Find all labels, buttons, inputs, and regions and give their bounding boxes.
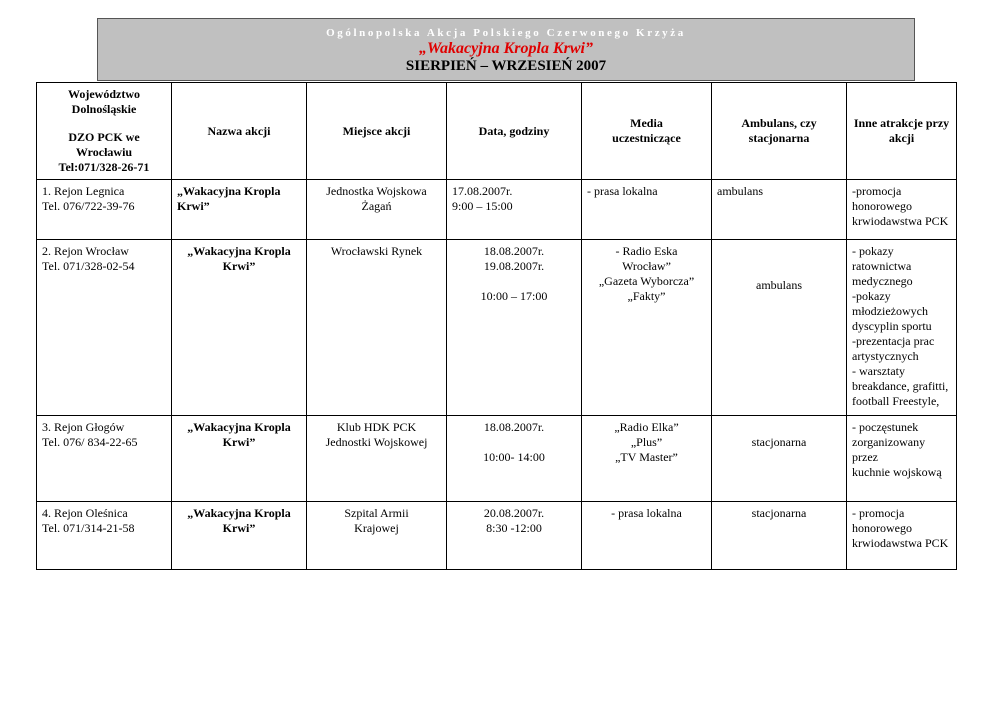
location-cell: Szpital Armii Krajowej	[307, 502, 447, 570]
header-region: Województwo Dolnośląskie DZO PCK we Wrocławiu Tel:071/328-26-71	[37, 83, 172, 180]
date-cell: 18.08.2007r. 10:00- 14:00	[447, 416, 582, 502]
region-cell: 3. Rejon Głogów Tel. 076/ 834-22-65	[37, 416, 172, 502]
attractions-cell: -promocja honorowego krwiodawstwa PCK	[847, 180, 957, 240]
action-name-cell: „Wakacyjna Kropla Krwi”	[172, 416, 307, 502]
date-cell: 18.08.2007r. 19.08.2007r. 10:00 – 17:00	[447, 240, 582, 416]
region-cell: 1. Rejon Legnica Tel. 076/722-39-76	[37, 180, 172, 240]
media-cell: - prasa lokalna	[582, 502, 712, 570]
type-cell: stacjonarna	[712, 416, 847, 502]
region-cell: 4. Rejon Oleśnica Tel. 071/314-21-58	[37, 502, 172, 570]
header-attractions: Inne atrakcje przy akcji	[847, 83, 957, 180]
location-cell: Klub HDK PCK Jednostki Wojskowej	[307, 416, 447, 502]
period-title: SIERPIEŃ – WRZESIEŃ 2007	[405, 58, 607, 74]
media-cell: - prasa lokalna	[582, 180, 712, 240]
table-row	[37, 180, 957, 240]
type-cell: stacjonarna	[712, 502, 847, 570]
action-title: „Wakacyjna Kropla Krwi”	[419, 40, 593, 57]
table-row	[37, 240, 957, 416]
date-cell: 17.08.2007r. 9:00 – 15:00	[447, 180, 582, 240]
attractions-cell: - pokazy ratownictwa medycznego -pokazy młodzieżowych dyscyplin sportu -prezentacja prac artystycznych - warsztaty breakdance, grafitti, football Freestyle,	[847, 240, 957, 416]
header-date-hours: Data, godziny	[447, 83, 582, 180]
header-ambulance: Ambulans, czy stacjonarna	[712, 83, 847, 180]
location-cell: Jednostka Wojskowa Żagań	[307, 180, 447, 240]
location-cell: Wrocławski Rynek	[307, 240, 447, 416]
table-row	[37, 416, 957, 502]
action-name-cell: „Wakacyjna Kropla Krwi”	[172, 502, 307, 570]
media-cell: - Radio Eska Wrocław” „Gazeta Wyborcza” „Fakty”	[582, 240, 712, 416]
attractions-cell: - promocja honorowego krwiodawstwa PCK	[847, 502, 957, 570]
action-name-cell: „Wakacyjna Kropla Krwi”	[172, 240, 307, 416]
header-action-name: Nazwa akcji	[172, 83, 307, 180]
organization-name: Ogólnopolska Akcja Polskiego Czerwonego Krzyża	[326, 27, 686, 39]
table-row	[37, 502, 957, 570]
header-media: Media uczestniczące	[582, 83, 712, 180]
header-location: Miejsce akcji	[307, 83, 447, 180]
type-cell: ambulans	[712, 240, 847, 416]
date-cell: 20.08.2007r. 8:30 -12:00	[447, 502, 582, 570]
media-cell: „Radio Elka” „Plus” „TV Master”	[582, 416, 712, 502]
type-cell: ambulans	[712, 180, 847, 240]
actions-table	[36, 82, 957, 570]
attractions-cell: - poczęstunek zorganizowany przez kuchnie wojskową	[847, 416, 957, 502]
table-header-row	[37, 83, 957, 180]
title-banner	[97, 18, 915, 81]
action-name-cell: „Wakacyjna Kropla Krwi”	[172, 180, 307, 240]
region-cell: 2. Rejon Wrocław Tel. 071/328-02-54	[37, 240, 172, 416]
